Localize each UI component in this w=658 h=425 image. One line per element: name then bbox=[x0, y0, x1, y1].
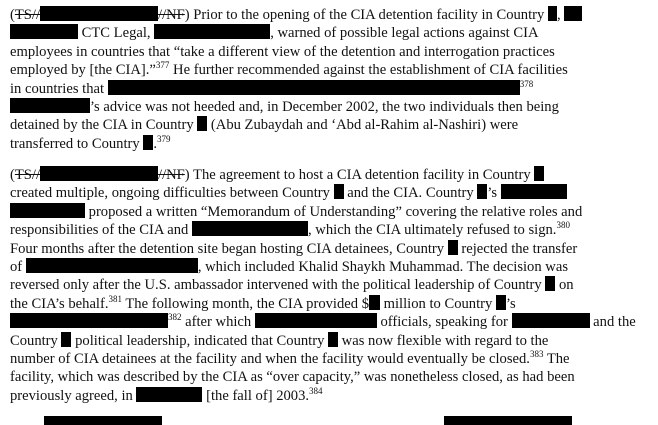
redaction-bar bbox=[10, 24, 78, 39]
p2-line-1 bbox=[10, 166, 650, 184]
p2-line-8 bbox=[10, 295, 650, 313]
text: in countries that bbox=[10, 80, 108, 97]
text: [the fall of] 2003. bbox=[202, 387, 310, 404]
redaction-bar bbox=[197, 116, 207, 131]
text: . bbox=[153, 135, 157, 152]
classification-open-paren: ( bbox=[10, 7, 15, 23]
text: million to Country bbox=[380, 295, 496, 312]
text: was now flexible with regard to the bbox=[338, 332, 549, 349]
classification-nf: //NF bbox=[158, 167, 185, 183]
text: reversed only after the U.S. ambassador intervened with the political leadership of Country bbox=[10, 277, 546, 294]
p2-line-5 bbox=[10, 240, 650, 258]
paragraph-2 bbox=[10, 166, 650, 405]
footnote-ref: 380 bbox=[556, 220, 570, 231]
footnote-ref: 378 bbox=[519, 78, 534, 89]
p2-line-4 bbox=[10, 221, 650, 239]
footnote-ref: 383 bbox=[529, 348, 544, 359]
p2-line-7 bbox=[10, 276, 650, 294]
redaction-bar bbox=[501, 184, 567, 199]
paragraph-1 bbox=[10, 6, 650, 153]
text: Four months after the detention site began hosting CIA detainees, Country bbox=[10, 240, 448, 257]
p1-line-1 bbox=[10, 6, 650, 24]
text: after which bbox=[181, 314, 255, 331]
p1-line-4 bbox=[10, 61, 650, 79]
footnote-ref: 379 bbox=[157, 133, 171, 144]
text: detained by the CIA in Country bbox=[10, 117, 198, 134]
text: He further recommended against the establishment of CIA facilities bbox=[169, 62, 568, 79]
text: created multiple, ongoing difficulties between Country bbox=[10, 185, 334, 202]
text: transferred to Country bbox=[10, 135, 144, 152]
redaction-bar bbox=[108, 80, 520, 95]
text: political leadership, indicated that Country bbox=[71, 332, 329, 349]
classification-nf: //NF bbox=[158, 7, 185, 23]
redaction-bar bbox=[255, 313, 377, 328]
classification-close-paren: ) bbox=[184, 167, 190, 183]
redaction-bar bbox=[10, 98, 90, 113]
text: number of CIA detainees at the facility and when the facility would eventually be closed. bbox=[10, 350, 530, 367]
text: officials, speaking for bbox=[376, 314, 512, 331]
p2-line-10 bbox=[10, 332, 650, 350]
classification-close-paren: ) bbox=[184, 7, 190, 23]
text: CTC Legal, bbox=[78, 25, 155, 42]
footnote-ref: 382 bbox=[168, 312, 182, 323]
text: of bbox=[10, 258, 26, 275]
text: employed by [the CIA].” bbox=[10, 62, 156, 79]
p1-line-8 bbox=[10, 135, 650, 153]
footnote-ref: 377 bbox=[155, 60, 170, 71]
text: and the CIA. Country bbox=[343, 185, 478, 202]
text: the CIA’s behalf. bbox=[10, 295, 109, 312]
redaction-bar bbox=[61, 332, 71, 347]
text: ’s bbox=[505, 295, 516, 312]
redaction-bar bbox=[192, 221, 308, 236]
text: Prior to the opening of the CIA detention facility in Country bbox=[189, 7, 548, 23]
text: The bbox=[543, 350, 570, 367]
redaction-bar-footer-right bbox=[444, 416, 572, 425]
footnote-ref: 381 bbox=[108, 293, 122, 304]
text: previously agreed, in bbox=[10, 387, 137, 404]
redaction-bar bbox=[512, 313, 590, 328]
classification-open-paren: ( bbox=[10, 167, 15, 183]
classification-ts: TS// bbox=[14, 7, 41, 23]
text: The following month, the CIA provided $ bbox=[122, 295, 369, 312]
p1-line-7 bbox=[10, 116, 650, 134]
p2-line-13 bbox=[10, 387, 650, 405]
redaction-bar bbox=[10, 203, 85, 218]
redaction-bar bbox=[136, 387, 202, 402]
text: , warned of possible legal actions against CIA bbox=[270, 25, 539, 42]
redaction-bar bbox=[40, 6, 158, 21]
text: Country bbox=[10, 332, 62, 349]
p2-line-12: facility, which was described by the CIA as “over capacity,” was nonetheless closed, as had been bbox=[10, 369, 575, 386]
redaction-bar bbox=[334, 184, 344, 199]
footnote-ref: 384 bbox=[309, 385, 323, 396]
redaction-bar bbox=[143, 135, 153, 150]
redaction-bar bbox=[496, 295, 506, 310]
text: , bbox=[556, 7, 561, 23]
text: and the bbox=[589, 314, 636, 331]
redaction-bar bbox=[369, 295, 380, 310]
classification-ts: TS// bbox=[14, 167, 41, 183]
text: The agreement to host a CIA detention facility in Country bbox=[189, 167, 535, 183]
redaction-bar bbox=[534, 166, 544, 181]
text: ’s advice was not heeded and, in December 2002, the two individuals then being bbox=[90, 98, 559, 115]
redaction-bar bbox=[548, 6, 557, 21]
p2-line-6 bbox=[10, 258, 650, 276]
redaction-bar bbox=[564, 6, 582, 21]
redaction-bar bbox=[40, 166, 158, 181]
text: , which included Khalid Shaykh Muhammad. The decision was bbox=[197, 258, 568, 275]
p1-line-6 bbox=[10, 98, 650, 116]
redaction-bar bbox=[328, 332, 338, 347]
redaction-bar bbox=[154, 24, 270, 39]
text: (Abu Zubaydah and ‘Abd al-Rahim al-Nashiri) were bbox=[207, 117, 519, 134]
p2-line-11 bbox=[10, 350, 650, 368]
p2-line-9 bbox=[10, 313, 650, 331]
text: , which the CIA ultimately refused to sign. bbox=[308, 222, 557, 239]
redaction-bar-footer-left bbox=[44, 416, 162, 425]
p1-line-5 bbox=[10, 80, 650, 98]
redaction-bar bbox=[477, 184, 487, 199]
redaction-bar bbox=[448, 240, 458, 255]
text: ’s bbox=[487, 185, 498, 202]
p2-line-2 bbox=[10, 184, 650, 202]
text: rejected the transfer bbox=[457, 240, 578, 257]
p1-line-3: employees in countries that “take a different view of the detention and interrogation practices bbox=[10, 43, 555, 60]
redaction-bar bbox=[10, 313, 168, 328]
text: proposed a written “Memorandum of Understanding” covering the relative roles and bbox=[85, 203, 583, 220]
redaction-bar bbox=[26, 258, 198, 273]
p2-line-3 bbox=[10, 203, 650, 221]
redaction-bar bbox=[545, 276, 555, 291]
text: responsibilities of the CIA and bbox=[10, 222, 192, 239]
p1-line-2 bbox=[10, 24, 650, 42]
text: on bbox=[555, 277, 574, 294]
